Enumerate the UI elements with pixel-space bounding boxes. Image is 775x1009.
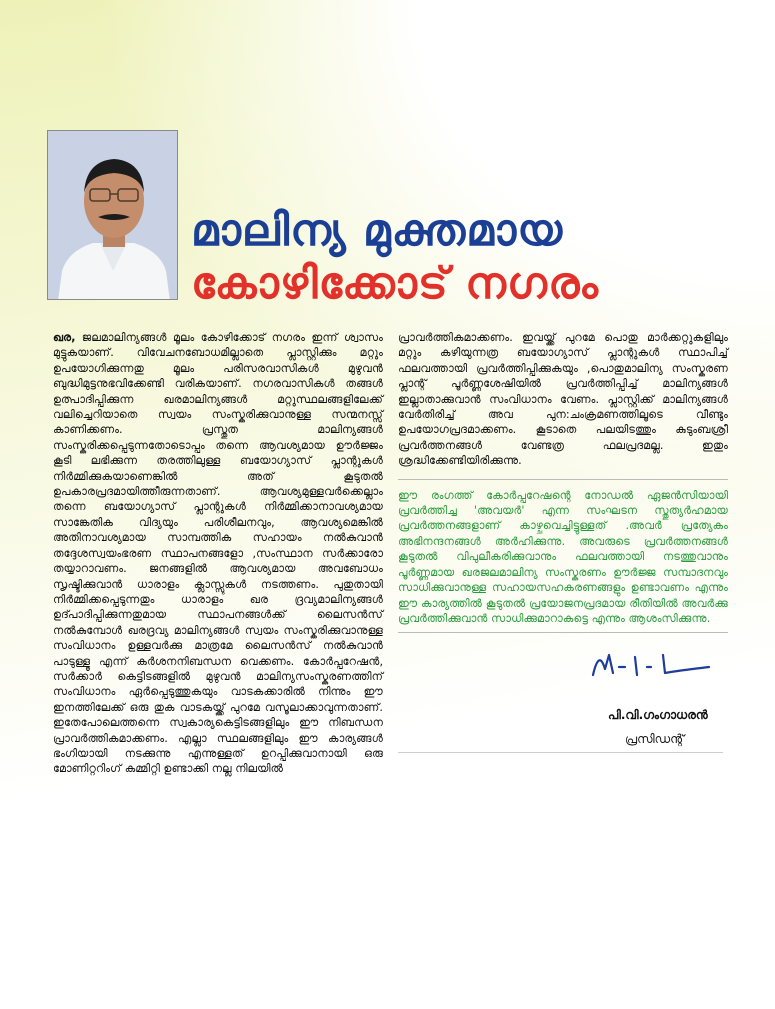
signatory-name: പി.വി.ഗംഗാധരൻ xyxy=(608,708,708,722)
right-paragraph-green: ഈ രംഗത്ത് കോർപ്പറേഷന്റെ നോഡൽ ഏജൻസിയായി പ്രവർത്തിച്ച 'അവയർ' എന്ന സംഘടന സ്തുത്യർഹമായ പ്രവർത്തനങ്ങളാണ് കാഴ്ചവെച്ചിട്ടുള്ളത് .അവർ പ്രത്യേകം അഭിനന്ദനങ്ങൾ അർഹിക്കുന്നു. അവരുടെ പ്രവർത്തനങ്ങൾ കൂടുതൽ വിപുലീകരിക്കുവാനും ഫലവത്തായി നടത്തുവാനും പൂർണ്ണമായ ഖരജലമാലിന്യ സംസ്കരണം ഊർജ്ജ സമ്പാദനവും സാധിക്കുവാനുള്ള സഹായസഹകരണങ്ങളും ഉണ്ടാവണം എന്നും ഈ കാര്യത്തിൽ കൂടുതൽ പ്രയോജനപ്രദമായ രീതിയിൽ അവർക്കു പ്രവർത്തിക്കുവാൻ സാധിക്കുമാറാകട്ടെ എന്നും ആശംസിക്കുന്നു. xyxy=(398,488,728,634)
green-block xyxy=(398,479,728,634)
headline-line-2: കോഴിക്കോട് നഗരം xyxy=(191,258,599,309)
portrait-illustration xyxy=(48,131,178,300)
portrait-photo xyxy=(47,130,178,300)
right-column-bottom-rule xyxy=(398,752,723,753)
signatory-role: പ്രസിഡന്റ് xyxy=(625,732,685,746)
right-column xyxy=(398,330,728,633)
left-paragraph-text: ജലമാലിന്യങ്ങൾ മൂലം കോഴിക്കോട് നഗരം ഇന്ന് ശ്വാസം മുട്ടുകയാണ്. വിവേചനബോധമില്ലാതെ പ്ലാസ്റ്റിക്കും മറ്റും ഉപയോഗിക്കുന്നതു മൂലം പരിസരവാസികൾ മുഴുവൻ ബുദ്ധിമുട്ടനുഭവിക്കേണ്ടി വരികയാണ്. നഗരവാസികൾ തങ്ങൾ ഉത്പാദിപ്പിക്കുന്ന ഖരമാലിന്യങ്ങൾ മറ്റുസ്ഥലങ്ങളിലേക്ക് വലിച്ചെറിയാതെ സ്വയം സംസ്കരിക്കുവാനുള്ള സന്മനസ്സ് കാണിക്കണം. പ്രസ്തുത മാലിന്യങ്ങൾ സംസ്കരിക്കപ്പെടുന്നതോടൊപ്പം തന്നെ ആവശ്യമായ ഊർജ്ജം കൂടി ലഭിക്കുന്ന തരത്തിലുള്ള ബയോഗ്യാസ് പ്ലാന്റുകൾ നിർമ്മിക്കുകയാണെങ്കിൽ അത് കൂടുതൽ ഉപകാരപ്രദമായിത്തീരുന്നതാണ്. ആവശ്യമുള്ളവർക്കെല്ലാം തന്നെ ബയോഗ്യാസ് പ്ലാന്റുകൾ നിർമ്മിക്കാനാവശ്യമായ സാങ്കേതിക വിദ്യയും പരിശീലനവും, ആവശ്യമെങ്കിൽ അതിനാവശ്യമായ സാമ്പത്തിക സഹായം നൽകുവാൻ തദ്ദേശസ്വയംഭരണ സ്ഥാപനങ്ങളോ ,സംസ്ഥാന സർക്കാരോ തയ്യാറാവണം. ജനങ്ങളിൽ ആവശ്യമായ അവബോധം സൃഷ്ടിക്കുവാൻ ധാരാളം ക്ലാസ്സുകൾ നടത്തണം. പുതുതായി നിർമ്മിക്കപ്പെടുന്നതും ധാരാളം ഖര ദ്രവ്യമാലിന്യങ്ങൾ ഉദ്പാദിപ്പിക്കുന്നതുമായ സ്ഥാപനങ്ങൾക്ക് ലൈസൻസ് നൽകുമ്പോൾ ഖരദ്രവ്യ മാലിന്യങ്ങൾ സ്വയം സംസ്കരിക്കുവാനുള്ള സംവിധാനം ഉള്ളവർക്കു മാത്രമേ ലൈസൻസ് നൽകുവാൻ പാടുള്ളൂ എന്ന് കർശനനിബന്ധന വെക്കണം. കോർപ്പറേഷൻ, സർക്കാർ കെട്ടിടങ്ങളിൽ മുഴുവൻ മാലിന്യസംസ്കരണത്തിന് സംവിധാനം ഏർപ്പെടുത്തുകയും വാടകക്കാരിൽ നിന്നും ഈ ഇനത്തിലേക്ക് ഒരു തുക വാടകയ്ക്ക് പുറമേ വസൂലാക്കാവുന്നതാണ്. ഇതേപോലെത്തന്നെ സ്വകാര്യകെട്ടിടങ്ങളിലും ഈ നിബന്ധന പ്രാവർത്തികമാക്കണം. എല്ലാ സ്ഥലങ്ങളിലും ഈ കാര്യങ്ങൾ ഭംഗിയായി നടക്കുന്നു എന്നുള്ളത് ഉറപ്പിക്കുവാനായി ഒരു മോണിറ്ററിംഗ് കമ്മിറ്റി ഉണ്ടാക്കി നല്ല നിലയിൽ xyxy=(53,331,383,776)
lead-word: ഖര, xyxy=(53,331,76,344)
right-paragraph-black: പ്രാവർത്തികമാക്കണം. ഇവയ്ക്ക് പുറമേ പൊതു മാർക്കറ്റുകളിലും മറ്റും കഴിയുന്നത്ര ബയോഗ്യാസ് പ്ലാന്റുകൾ സ്ഥാപിച്ച് ഫലവത്തായി പ്രവർത്തിപ്പിക്കുകയും ,പൊതുമാലിന്യ സംസ്കരണ പ്ലാന്റ് പൂർണ്ണശേഷിയിൽ പ്രവർത്തിപ്പിച്ച് മാലിന്യങ്ങൾ ഇല്ലാതാക്കുവാൻ സംവിധാനം വേണം. പ്ലാസ്റ്റിക്ക് മാലിന്യങ്ങൾ വേർതിരിച്ച് അവ പുന:ചംക്രമണത്തിലൂടെ വീണ്ടും ഉപയോഗപ്രദമാക്കണം. കൂടാതെ പലയിടത്തും കുടുംബശ്രീ പ്രവർത്തനങ്ങൾ വേണ്ടത്ര ഫലപ്രദമല്ല. ഇതും ശ്രദ്ധിക്കേണ്ടിയിരിക്കുന്നു. xyxy=(398,331,728,468)
left-paragraph xyxy=(53,330,383,777)
signature-scribble xyxy=(585,645,715,685)
headline-line-1: മാലിന്യ മുക്തമായ xyxy=(191,205,564,256)
left-column xyxy=(53,330,383,777)
